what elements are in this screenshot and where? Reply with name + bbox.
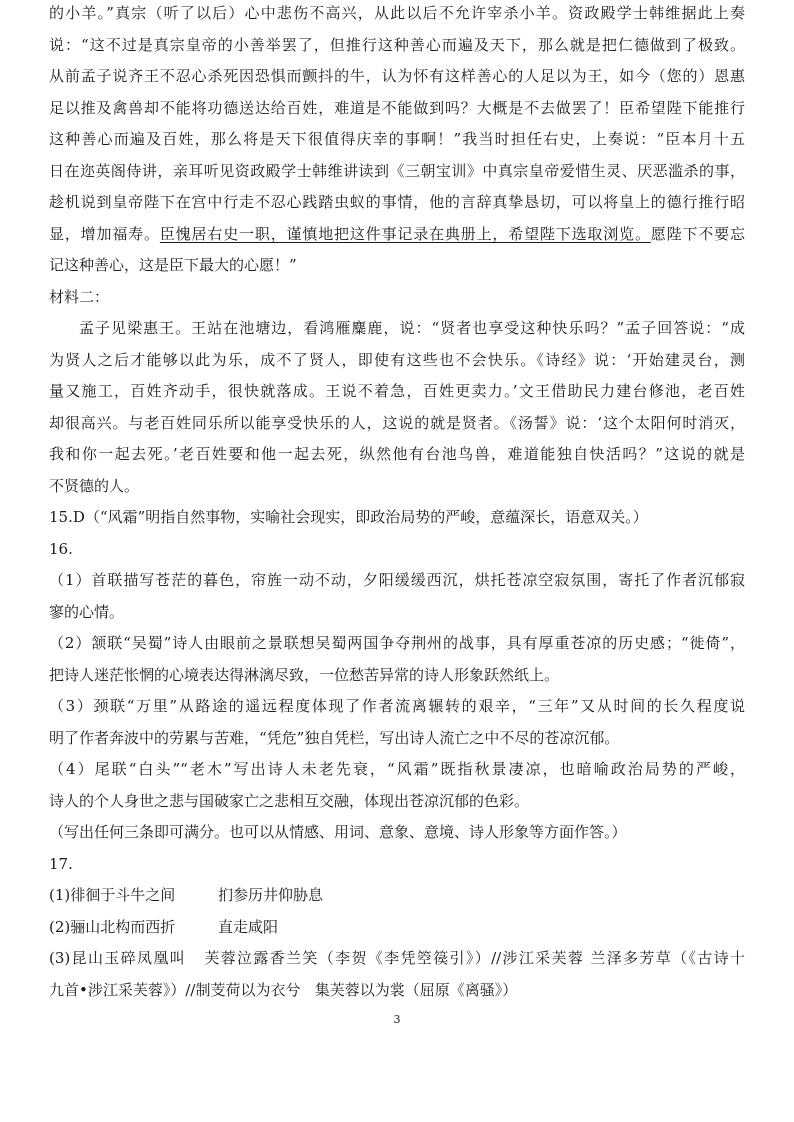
text-line: 量又施工，百姓齐动手，很快就落成。王说不着急，百姓更卖力。’文王借助民力建台修池，老百姓 <box>49 382 745 400</box>
answer-first-part <box>49 912 218 944</box>
answer-line: （4）尾联“白头”“老木”写出诗人未老先衰，“风霜”既指秋景凄凉，也暗喻政治局势的严峻， <box>49 760 745 778</box>
text-line: 的小羊。”真宗（听了以后）心中悲伤不高兴，从此以后不允许宰杀小羊。资政殿学士韩维据此上奏 <box>49 4 745 22</box>
scoring-note: （写出任何三条即可满分。也可以从情感、用词、意象、意境、诗人形象等方面作答。） <box>49 823 627 841</box>
answer-label: (1) <box>49 886 71 904</box>
answer-line <box>49 880 745 912</box>
text-line: 孟子见梁惠王。王站在池塘边，看鸿雁麋鹿，说：“贤者也享受这种快乐吗？”孟子回答说：“成 <box>79 319 745 337</box>
text-line: 却很高兴。与老百姓同乐所以能享受快乐的人，这说的就是贤者。《汤誓》说：‘这个太阳何时消灭， <box>49 413 745 432</box>
text-line: 不贤德的人。 <box>49 476 140 495</box>
answer-line: （3）颈联“万里”从路途的遥远程度体现了作者流离辗转的艰辛，“三年”又从时间的长久程度说 <box>49 697 745 715</box>
answer-line <box>49 912 745 944</box>
answer-line: 诗人的个人身世之悲与国破家亡之悲相互交融，体现出苍凉沉郁的色彩。 <box>49 791 530 810</box>
page-number: 3 <box>393 1013 401 1026</box>
answer-label: (2) <box>49 917 71 936</box>
answer-text: 骊山北构而西折 <box>70 917 176 936</box>
text-line: 从前孟子说齐王不忍心杀死因恐惧而颤抖的牛，认为怀有这样善心的人足以为王，如今（您的）恩惠 <box>49 67 745 85</box>
question-16-answers <box>49 534 745 849</box>
text-line: 日在迩英阁侍讲，亲耳听见资政殿学士韩维讲读到《三朝宝训》中真宗皇帝爱惜生灵、厌恶滥杀的事， <box>49 161 745 180</box>
page-content <box>49 0 745 1006</box>
text-line: 足以推及禽兽却不能将功德送达给百姓，难道是不能做到吗？大概是不去做罢了！臣希望陛下能推行 <box>49 98 745 117</box>
answer-line: （2）颔联“吴蜀”诗人由眼前之景联想吴蜀两国争夺荆州的战事，具有厚重苍凉的历史感；“徙倚”， <box>49 634 745 652</box>
answer-text: 直走咸阳 <box>218 917 279 936</box>
answer-text: 扪参历井仰胁息 <box>218 886 324 904</box>
text-segment: 愿陛下不要忘 <box>650 224 745 243</box>
answer-line: （1）首联描写苍茫的暮色，帘旌一动不动，夕阳缓缓西沉，烘托苍凉空寂氛围，寄托了作者沉郁寂 <box>49 571 745 589</box>
text-line: 这种善心而遍及百姓，那么将是天下很值得庆幸的事啊！”我当时担任右史，上奏说：“臣本月十五 <box>49 130 745 148</box>
section-heading: 材料二： <box>49 287 110 306</box>
answer-line: 寥的心情。 <box>49 602 125 621</box>
answer-text: 徘徊于斗牛之间 <box>70 886 176 904</box>
text-line-with-underline <box>49 219 745 251</box>
question-15-answer: 15.D（“风霜”明指自然事物，实喻社会现实，即政治局势的严峻，意蕴深长，语意双关。） <box>49 508 648 526</box>
material-1-passage <box>49 0 745 282</box>
text-segment: 显，增加福寿。 <box>49 224 160 243</box>
text-line: 趁机说到皇帝陛下在宫中行走不忍心践踏虫蚁的事情，他的言辞真挚恳切，可以将皇上的德行推行昭 <box>49 193 745 211</box>
answer-line: 明了作者奔波中的劳累与苦难，“凭危”独自凭栏，写出诗人流亡之中不尽的苍凉沉郁。 <box>49 728 620 747</box>
answer-line: (3)昆山玉碎凤凰叫 芙蓉泣露香兰笑（李贺《李凭箜篌引》）//涉江采芙蓉 兰泽多芳草（《古诗十 <box>49 949 745 967</box>
underlined-sentence: 臣愧居右史一职，谨慎地把这件事记录在典册上，希望陛下选取浏览。 <box>159 224 651 243</box>
text-line: 说：“这不过是真宗皇帝的小善举罢了，但推行这种善心而遍及天下，那么就是把仁德做到了极致。 <box>49 35 745 54</box>
answer-line: 九首•涉江采芙蓉》）//制芰荷以为衣兮 集芙蓉以为裳（屈原《离骚》） <box>49 980 518 999</box>
material-2-passage <box>49 282 745 503</box>
question-number: 17. <box>49 854 73 873</box>
text-line: 记这种善心，这是臣下最大的心愿！” <box>49 256 297 274</box>
answer-line: 把诗人迷茫怅惘的心境表达得淋漓尽致，一位愁苦异常的诗人形象跃然纸上。 <box>49 665 560 684</box>
text-line: 我和你一起去死。’老百姓要和他一起去死，纵然他有台池鸟兽，难道能独自快活吗？”这说的就是 <box>49 445 745 463</box>
question-17-answers <box>49 849 745 1007</box>
text-line: 为贤人之后才能够以此为乐，成不了贤人，即使有这些也不会快乐。《诗经》说：‘开始建灵台，测 <box>49 350 745 369</box>
answer-first-part <box>49 880 218 912</box>
question-number: 16. <box>49 539 73 558</box>
